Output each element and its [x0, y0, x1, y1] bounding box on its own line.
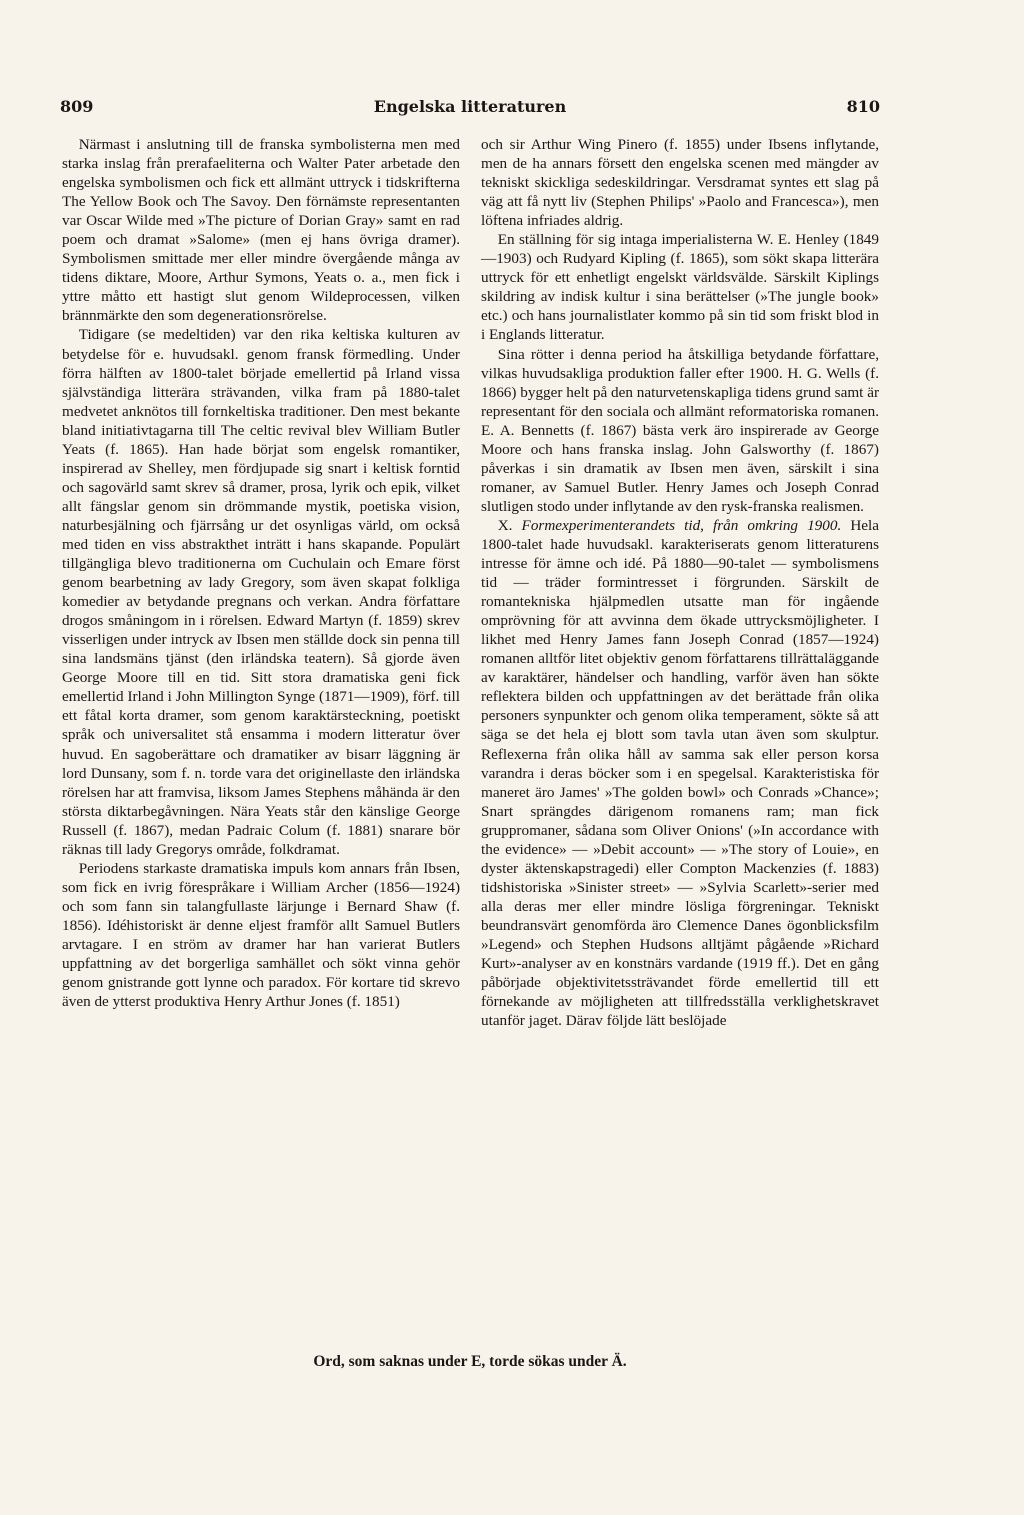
section-body: Hela 1800-talet hade huvudsakl. karakteriserats genom litteraturens intresse för ämne och idé. På 1880—90-talet — symbolismens tid — träder formintresset i förgrunden. Särskilt de romantekniska hjälpmedlen utsatte man för ingående omprövning för att avvinna dem ökade uttrycksmöjligheter. I likhet med Henry James fann Joseph Conrad (1857—1924) romanen alltför litet objektiv genom författarens tillrättaläggande av karaktärer, händelser och handling, varför även han sökte reflektera bilden och uppfattningen av det berättade från olika personers synpunkter och genom olika temperament, sökte så att säga se det hela ej blott som tavla utan även som skulptur. Reflexerna från olika håll av samma sak eller person korsa varandra i deras böcker som i en spegelsal. Karakteristiska för maneret äro James' »The golden bowl» och Conrads »Chance»; Snart sprängdes därigenom romanens ram; man fick gruppromaner, sådana som Oliver Onions' (»In accordance with the evidence» — »Debit account» — »The story of Louie», en dyster äktenskapstragedi) eller Compton Mackenzies (f. 1883) tidshistoriska »Sinister street» — »Sylvia Scarlett»-serier med alla deras mer eller mindre lösliga förgreningar. Tekniskt beundransvärt genomförda äro Clemence Danes ögonblicksfilm »Legend» och Stephen Hudsons alltjämt pågående »Richard Kurt»-analyser av en konstnärs vardande (1919 ff.). Det en gång påbörjade objektivitetssträvandet förde emellertid till ett förnekande av möjligheten att tillfredsställa verklighetskravet utanför jaget. Därav följde lätt beslöjade: [481, 516, 879, 1030]
paragraph: Sina rötter i denna period ha åtskilliga betydande författare, vilkas huvudsakliga produktion faller efter 1900. H. G. Wells (f. 1866) bygger helt på den naturvetenskapliga tidens grund samt är representant för den sociala och allmänt reformatoriska romanen. E. A. Bennetts (f. 1867) bästa verk äro inspirerade av George Moore och hans franska inslag. John Galsworthy (f. 1867) påverkas i sin dramatik av Ibsen men även, särskilt i sina romaner, av Samuel Butler. Henry James och Joseph Conrad slutligen stodo under inflytande av den rysk-franska realismen.: [481, 345, 879, 515]
section-heading: Formexperimenterandets tid, från omkring 1900.: [521, 516, 842, 534]
page-number-right: 810: [846, 97, 880, 116]
running-title: Engelska litteraturen: [373, 97, 567, 116]
footer-note: Ord, som saknas under E, torde sökas under Ä.: [313, 1353, 627, 1370]
running-header: [60, 97, 880, 121]
right-column: [481, 135, 879, 1030]
left-column: [62, 135, 460, 1011]
paragraph: Tidigare (se medeltiden) var den rika keltiska kulturen av betydelse för e. huvudsakl. genom fransk förmedling. Under förra hälften av 1800-talet började emellertid på Irland vissa självständiga litterära strävanden, vilka fram på 1880-talet medvetet anknötos till fornkeltiska traditioner. Den mest bekante bland initiativtagarna till The celtic revival blev William Butler Yeats (f. 1865). Han hade börjat som engelsk romantiker, inspirerad av Shelley, men fördjupade sig snart i keltisk forntid och sagovärld samt skrev så dramer, prosa, lyrik och epik, vilket allt fängslar genom sin drömmande mystik, poetiska vision, naturbesjälning och fjärrsång ur det osynligas värld, om också med tiden en viss abstrakthet inträtt i hans skapande. Populärt tillgängliga blevo traditionerna om Cuchulain och Emare först genom bearbetning av lady Gregory, som även skapat folkliga komedier av betydande pregnans och verkan. Andra författare drogos småningom in i rörelsen. Edward Martyn (f. 1859) skrev visserligen under intryck av Ibsen men ställde dock sin penna till sina landsmäns tjänst (den irländska teatern). Så gjorde även George Moore till en tid. Sitt stora dramatiska geni fick emellertid Irland i John Millington Synge (1871—1909), förf. till ett fåtal korta dramer, som genom karaktärsteckning, poetiskt språk och universalitet stå ensamma i modern litteratur över huvud. En sagoberättare och dramatiker av bisarr läggning är lord Dunsany, som f. n. torde vara det originellaste den irländska rörelsen har att framvisa, liksom James Stephens måhända är den största diktarbegåvningen. Nära Yeats står den känslige George Russell (f. 1867), medan Padraic Colum (f. 1881) snarare bör räknas till lady Gregorys område, folkdramat.: [62, 326, 460, 858]
paragraph: Periodens starkaste dramatiska impuls kom annars från Ibsen, som fick en ivrig förespråkare i William Archer (1856—1924) och som fann sin talangfullaste lärjunge i Bernard Shaw (f. 1856). Idéhistoriskt är denne eljest framför allt Samuel Butlers arvtagare. I en ström av dramer har han varierat Butlers uppfattning av det borgerliga samhället och sökt vinna gehör genom gnistrande gott lynne och paradox. För kortare tid skrevo även de ytterst produktiva Henry Arthur Jones (f. 1851): [62, 859, 460, 1011]
page-number-left: 809: [60, 97, 94, 116]
paragraph: och sir Arthur Wing Pinero (f. 1855) under Ibsens inflytande, men de ha annars försett den engelska scenen med mängder av tekniskt skickliga sedeskildringar. Versdramat syntes ett slag på väg att få nytt liv (Stephen Philips' »Paolo and Francesca»), men löftena infriades aldrig.: [481, 136, 879, 230]
section-number: X.: [497, 516, 513, 534]
paragraph: Närmast i anslutning till de franska symbolisterna men med starka inslag från prerafaeliterna och Walter Pater arbetade den engelska symbolismen och fick ett allmänt uttryck i tidskrifterna The Yellow Book och The Savoy. Den förnämste representanten var Oscar Wilde med »The picture of Dorian Gray» samt en rad poem och dramat »Salome» (men ej hans övriga dramer). Symbolismen smittade mer eller mindre övergående många av tidens diktare, Moore, Arthur Symons, Yeats o. a., men fick i yttre måtto ett hastigt slut genom Wildeprocessen, vilken brännmärkte den som degenerationsrörelse.: [62, 136, 460, 325]
section-paragraph: [481, 516, 879, 1030]
paragraph: En ställning för sig intaga imperialisterna W. E. Henley (1849—1903) och Rudyard Kipling (f. 1865), som sökt skapa litterära uttryck för ett enhetligt engelskt världsvälde. Särskilt Kiplings skildring av indisk kultur i sina berättelser (»The jungle book» etc.) och hans journalistlater kommo på sin tid som friskt blod in i Englands litteratur.: [481, 231, 879, 344]
